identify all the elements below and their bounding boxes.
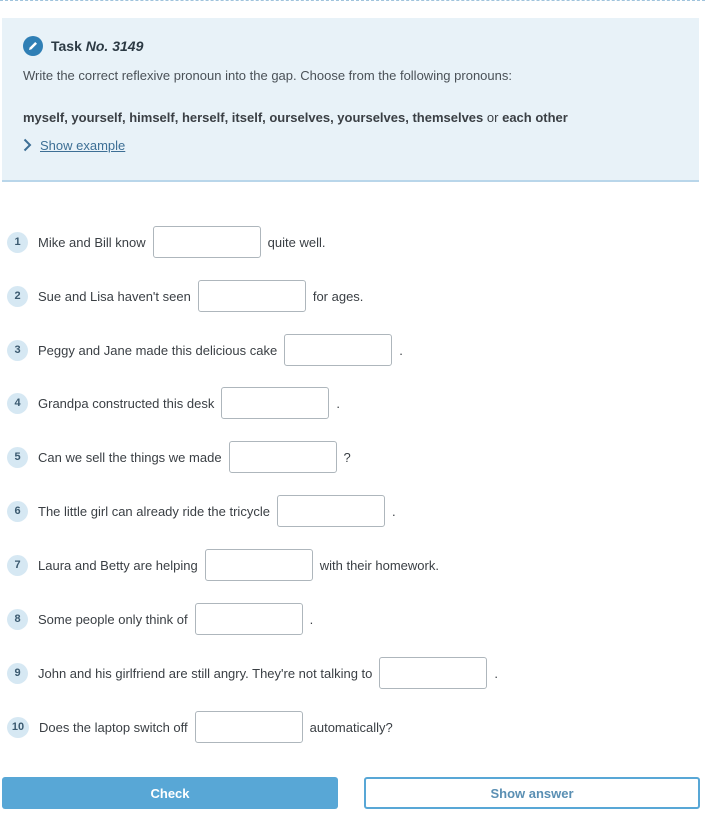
exercise-row [7, 280, 363, 312]
exercise-row [7, 387, 340, 419]
show-answer-button[interactable]: Show answer [364, 777, 700, 809]
answer-input[interactable] [379, 657, 487, 689]
exercise-row [7, 441, 351, 473]
question-text-before: Grandpa constructed this desk [38, 395, 215, 411]
exercise-row [7, 603, 313, 635]
question-number: 2 [7, 286, 28, 307]
check-button[interactable]: Check [2, 777, 338, 809]
chevron-right-icon [23, 138, 32, 152]
question-number: 3 [7, 340, 28, 361]
question-number: 9 [7, 663, 28, 684]
top-divider [0, 0, 705, 1]
question-text-after: ? [343, 449, 351, 465]
question-text-after: . [336, 395, 340, 411]
task-header [23, 36, 143, 56]
question-text-after: . [494, 665, 499, 681]
question-text-after: quite well. [267, 234, 326, 250]
exercise-row [7, 495, 396, 527]
question-text-before: Laura and Betty are helping [38, 557, 198, 573]
exercise-row [7, 226, 325, 258]
question-text-after: . [399, 342, 403, 358]
answer-input[interactable] [229, 441, 337, 473]
question-text-before: The little girl can already ride the tricycle [38, 503, 270, 519]
question-text-before: Some people only think of [38, 611, 188, 627]
question-number: 5 [7, 447, 28, 468]
pencil-icon [23, 36, 43, 56]
exercise-row [7, 334, 403, 366]
question-text-before: Does the laptop switch off [39, 719, 188, 735]
task-instructions: Write the correct reflexive pronoun into the gap. Choose from the following pronouns: [23, 68, 512, 83]
question-text-before: John and his girlfriend are still angry. They're not talking to [38, 665, 373, 681]
exercise-row [7, 549, 439, 581]
task-label: Task [51, 38, 82, 54]
question-text-before: Mike and Bill know [38, 234, 146, 250]
answer-input[interactable] [284, 334, 392, 366]
pronoun-or: or [486, 110, 499, 125]
answer-input[interactable] [195, 603, 303, 635]
answer-input[interactable] [195, 711, 303, 743]
answer-input[interactable] [198, 280, 306, 312]
answer-input[interactable] [277, 495, 385, 527]
question-text-after: . [391, 503, 396, 519]
question-number: 10 [7, 717, 29, 738]
exercise-row [7, 657, 498, 689]
question-text-after: with their homework. [319, 557, 439, 573]
question-number: 6 [7, 501, 28, 522]
question-text-before: Sue and Lisa haven't seen [38, 288, 191, 304]
question-number: 4 [7, 393, 28, 414]
pronoun-last: each other [502, 110, 568, 125]
question-number: 7 [7, 555, 28, 576]
pronoun-options: myself, yourself, himself, herself, itself, ourselves, yourselves, themselves [23, 110, 484, 125]
question-number: 1 [7, 232, 28, 253]
answer-input[interactable] [153, 226, 261, 258]
question-text-after: . [309, 611, 314, 627]
question-text-before: Can we sell the things we made [38, 449, 222, 465]
answer-input[interactable] [221, 387, 329, 419]
exercise-row [7, 711, 393, 743]
task-panel [2, 18, 699, 182]
question-text-before: Peggy and Jane made this delicious cake [38, 342, 278, 358]
task-number: No. 3149 [85, 38, 144, 54]
answer-input[interactable] [205, 549, 313, 581]
question-number: 8 [7, 609, 28, 630]
question-text-after: for ages. [312, 288, 364, 304]
question-text-after: automatically? [309, 719, 393, 735]
task-title [51, 38, 143, 54]
pronoun-list [23, 110, 568, 125]
show-example-link[interactable]: Show example [40, 137, 126, 153]
show-example-toggle[interactable] [23, 136, 125, 154]
